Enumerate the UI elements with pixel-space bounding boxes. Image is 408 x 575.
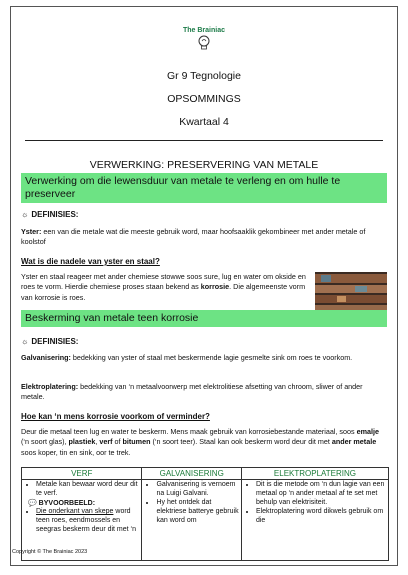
- list-item: • Dit is die metode om ‘n dun lagie van een metaal op ‘n ander metaal af te set met behulp van elektrisiteit.: [256, 480, 386, 507]
- copyright-footer: Copyright © The Brainiac 2023: [12, 549, 88, 555]
- term-label: Kwartaal 4: [179, 116, 229, 128]
- lightbulb-icon: ☼: [21, 210, 29, 219]
- elek-term: Elektroplatering:: [21, 382, 79, 391]
- elek-text: bedekking van ‘n metaalvoorwerp met elektrolitiese afsetting van chroom, sliwer of ander metale.: [21, 382, 363, 402]
- galvanisering-definition: [21, 353, 387, 363]
- table-header: GALVANISERING: [142, 468, 241, 480]
- definitions-label: DEFINISIES:: [31, 210, 79, 219]
- example-rest: word teen roes, eendmossels en seegras beskerm deur dit met ‘n: [36, 508, 136, 533]
- list-item: [36, 507, 139, 534]
- summary-page: [10, 6, 398, 566]
- list-item: • Galvanisering is vernoem na Luigi Galvani.: [156, 480, 238, 498]
- list-item: • Elektroplatering word dikwels gebruik om die: [256, 507, 386, 525]
- prevention-answer: [21, 427, 387, 458]
- galv-term: Galvanisering:: [21, 353, 71, 362]
- speech-bubble-icon: 💬: [28, 500, 37, 507]
- example-underlined: Die onderkant van skepe: [36, 508, 114, 515]
- galv-text: bedekking van yster of staal met beskermende lagie gesmelte sink om roes te voorkom.: [70, 353, 353, 362]
- comparison-table: [21, 467, 389, 561]
- answer-bold: korrosie: [200, 282, 230, 292]
- answer-text: Deur die metaal teen lug en water te beskerm. Mens maak gebruik van korrosiebestande materiaal, soos: [21, 427, 357, 436]
- section1-heading: Verwerking om die lewensduur van metale te verleng en om hulle te preserveer: [21, 173, 387, 203]
- list-item: • Metale kan bewaar word deur dit te verf.: [36, 480, 139, 498]
- lightbulb-icon: ☼: [21, 337, 29, 346]
- answer-bold: plastiek: [68, 437, 96, 447]
- document-type: OPSOMMINGS: [167, 93, 241, 105]
- answer-text: ,: [95, 437, 100, 447]
- answer-bold: emalje: [356, 427, 379, 436]
- answer-bold: ander metale: [331, 437, 377, 447]
- brand-logo: [11, 27, 397, 51]
- yster-term: Yster:: [21, 227, 42, 236]
- brand-name: The Brainiac: [182, 27, 225, 34]
- rusty-pipes-image: [315, 272, 387, 314]
- answer-post: . Die algemeenste vorm van korrosie is roes.: [21, 282, 306, 302]
- table-header: ELEKTROPLATERING: [241, 468, 388, 480]
- corrosion-answer: [21, 272, 309, 303]
- lightbulb-icon: [197, 35, 211, 51]
- main-title: VERWERKING: PRESERVERING VAN METALE: [89, 159, 319, 171]
- definitions-label: DEFINISIES:: [31, 337, 79, 346]
- answer-text: (‘n soort teer). Staal kan ook beskerm word deur dit met: [150, 437, 332, 447]
- answer-bold: bitumen: [122, 437, 151, 447]
- section2-heading: Beskerming van metale teen korrosie: [21, 310, 387, 327]
- table-header-row: [22, 468, 389, 480]
- example-heading: [28, 499, 139, 507]
- answer-bold: verf: [99, 437, 113, 447]
- example-label: BYVOORBEELD:: [38, 500, 96, 507]
- grade-title: Gr 9 Tegnologie: [167, 70, 241, 82]
- answer-text: (‘n soort glas),: [21, 437, 69, 447]
- elektroplatering-cell: [241, 480, 388, 561]
- answer-pre: Yster en staal reageer met ander chemiese stowwe soos sure, lug en water om okside en roes te vorm. Hierdie chemiese proses staan bekend as: [21, 272, 306, 292]
- table-header: VERF: [22, 468, 142, 480]
- question-prevention: Hoe kan ‘n mens korrosie voorkom of verminder?: [21, 412, 210, 421]
- answer-text: of: [112, 437, 123, 447]
- question-disadvantages: Wat is die nadele van yster en staal?: [21, 257, 160, 266]
- galvanisering-cell: [142, 480, 241, 561]
- yster-text: een van die metale wat die meeste gebruik word, maar hoofsaaklik gekombineer met ander metale of koolstof: [21, 227, 366, 247]
- divider: [25, 140, 383, 141]
- elektroplatering-definition: [21, 382, 387, 403]
- yster-definition: [21, 227, 387, 248]
- definitions-heading-2: [21, 337, 78, 346]
- list-item: • Hy het ontdek dat elektriese batterye gebruik kan word om: [156, 498, 238, 525]
- definitions-heading: [21, 210, 78, 219]
- answer-text: soos koper, tin en sink, oor te trek.: [21, 447, 131, 457]
